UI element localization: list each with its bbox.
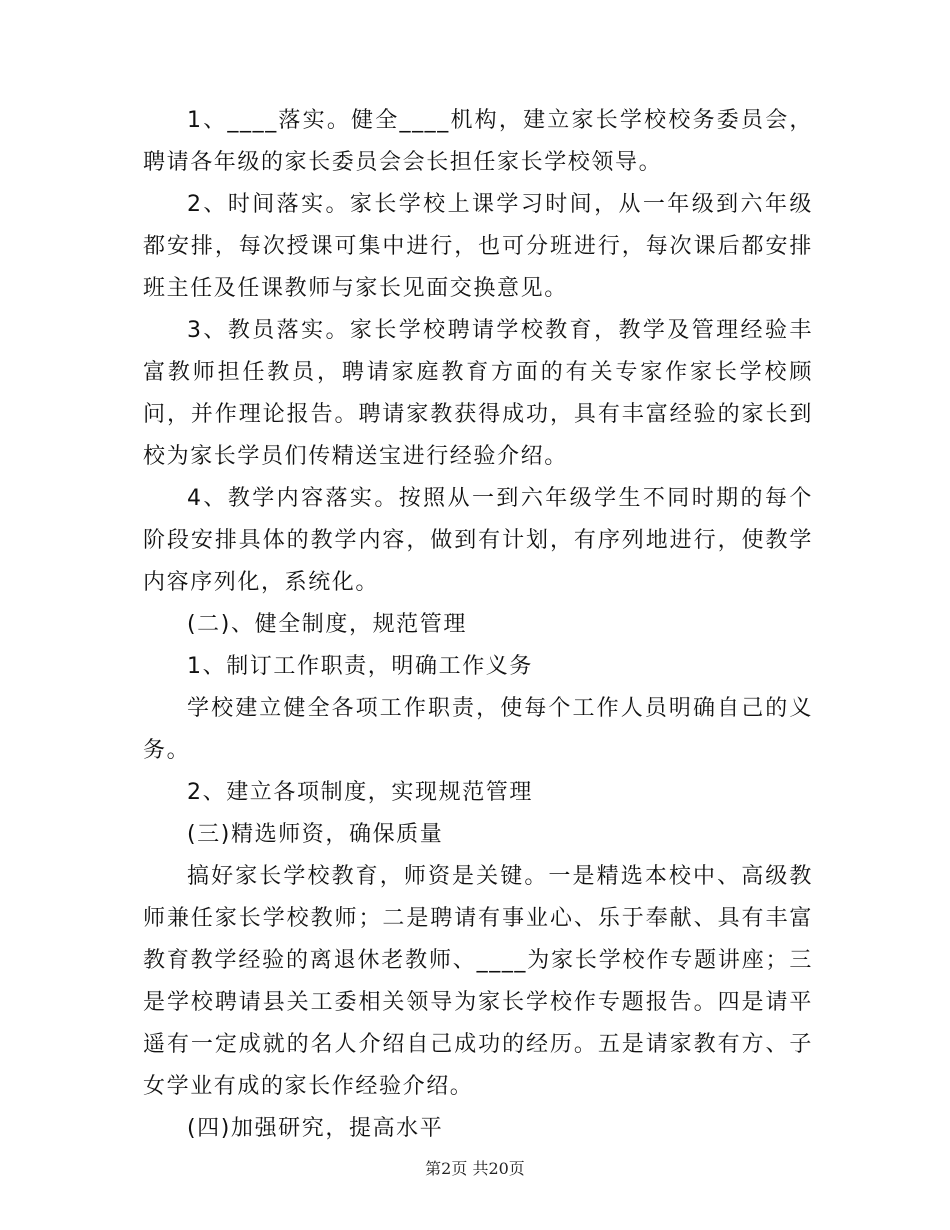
subheading-duties: 1、制订工作职责，明确工作义务 [187,654,533,679]
paragraph-1: 1、____落实。健全____机构，建立家长学校校务委员会，聘请各年级的家长委员会会长担任家长学校领导。 [143,108,813,175]
paragraph-teachers: 搞好家长学校教育，师资是关键。一是精选本校中、高级教师兼任家长学校教师；二是聘请有事业心、乐于奉献、具有丰富教育教学经验的离退休老教师、____为家长学校作专题讲座；三是学校聘请县关工委相关领导为家长学校作专题报告。四是请平遥有一定成就的名人介绍自己成功的经历。五是请家教有方、子女学业有成的家长作经验介绍。 [143,864,813,1099]
section-heading-2: (二)、健全制度，规范管理 [187,612,467,637]
page-number-footer: 第2页 共20页 [425,1159,525,1178]
paragraph-duties: 学校建立健全各项工作职责，使每个工作人员明确自己的义务。 [143,696,813,763]
paragraph-4: 4、教学内容落实。按照从一到六年级学生不同时期的每个阶段安排具体的教学内容，做到有计划，有序列地进行，使教学内容序列化，系统化。 [143,486,813,595]
subheading-rules: 2、建立各项制度，实现规范管理 [187,780,533,805]
section-heading-3: (三)精选师资，确保质量 [187,822,444,847]
document-body [143,100,813,1150]
section-heading-4: (四)加强研究，提高水平 [187,1116,444,1141]
paragraph-2: 2、时间落实。家长学校上课学习时间，从一年级到六年级都安排，每次授课可集中进行，也可分班进行，每次课后都安排班主任及任课教师与家长见面交换意见。 [143,192,813,301]
paragraph-3: 3、教员落实。家长学校聘请学校教育，教学及管理经验丰富教师担任教员，聘请家庭教育方面的有关专家作家长学校顾问，并作理论报告。聘请家教获得成功，具有丰富经验的家长到校为家长学员们传精送宝进行经验介绍。 [143,318,813,469]
